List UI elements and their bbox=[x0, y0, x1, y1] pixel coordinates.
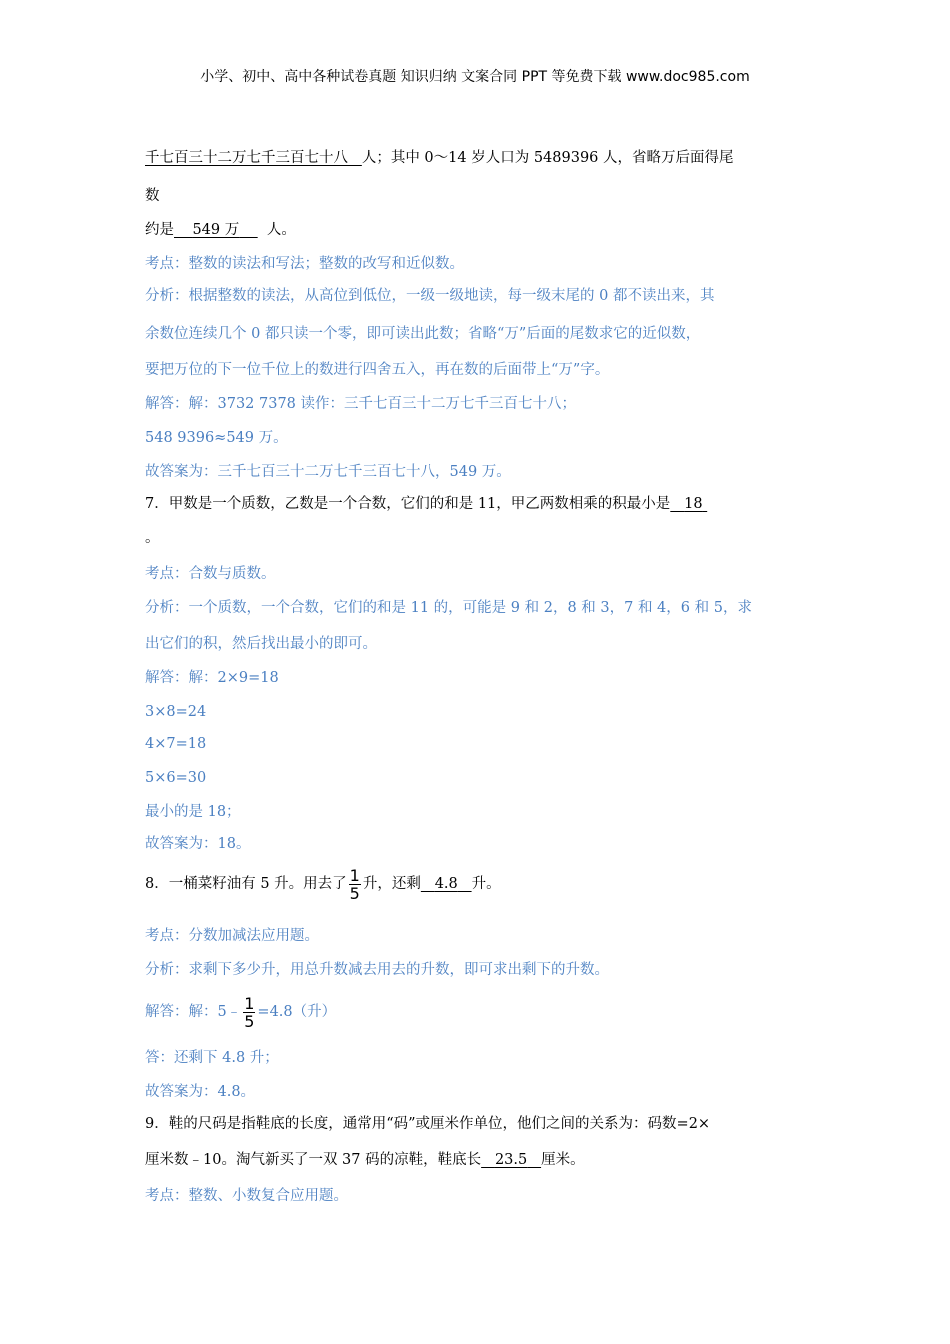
q7-calc-3: 5×6=30 bbox=[145, 770, 207, 786]
q6-fenxi-line3: 要把万位的下一位千位上的数进行四舍五入，再在数的后面带上“万”字。 bbox=[145, 362, 610, 378]
q6-line3-suffix: 人。 bbox=[266, 222, 296, 238]
q7-calc-2: 4×7=18 bbox=[145, 736, 207, 752]
page-header: 小学、初中、高中各种试卷真题 知识归纳 文案合同 PPT 等免费下载 www.doc985.com bbox=[200, 69, 750, 85]
q8-jieda-fraction-denominator: 5 bbox=[244, 1011, 255, 1031]
q7-answer-blank: 18 bbox=[684, 496, 703, 512]
q7-min: 最小的是 18； bbox=[145, 804, 241, 820]
q9-line2-prefix: 厘米数﹣10。淘气新买了一双 37 码的凉鞋，鞋底长 bbox=[145, 1152, 482, 1168]
q7-calc-1: 3×8=24 bbox=[145, 704, 207, 720]
q8-fraction bbox=[349, 867, 361, 902]
q8-fenxi: 分析：求剩下多少升，用总升数减去用去的升数，即可求出剩下的升数。 bbox=[145, 962, 609, 978]
q7-question-text: 7．甲数是一个质数，乙数是一个合数，它们的和是 11，甲乙两数相乘的积最小是 bbox=[145, 496, 671, 512]
q7-question bbox=[145, 494, 707, 514]
q9-line1: 9．鞋的尺码是指鞋底的长度，通常用“码”或厘米作单位，他们之间的关系为：码数=2× bbox=[145, 1116, 711, 1132]
q8-jieda-fraction-numerator: 1 bbox=[244, 993, 255, 1013]
q8-fraction-denominator: 5 bbox=[349, 883, 360, 903]
q6-line2: 数 bbox=[145, 188, 160, 204]
q8-kaodian: 考点：分数加减法应用题。 bbox=[145, 928, 319, 944]
q8-jieda bbox=[145, 992, 336, 1032]
q9-line2 bbox=[145, 1150, 585, 1170]
q8-jieda-fraction bbox=[243, 995, 255, 1030]
q7-fenxi-line2: 出它们的积，然后找出最小的即可。 bbox=[145, 636, 377, 652]
q6-line3-prefix: 约是 bbox=[145, 222, 174, 238]
q8-jieda-prefix: 解答：解：5﹣ bbox=[145, 1004, 242, 1020]
q8-prefix: 8．一桶菜籽油有 5 升。用去了 bbox=[145, 876, 347, 892]
q6-fenxi-line1: 分析：根据整数的读法，从高位到低位，一级一级地读，每一级末尾的 0 都不读出来，其 bbox=[145, 288, 715, 304]
q8-answer-blank: 4.8 bbox=[434, 876, 458, 892]
q8-suffix: 升。 bbox=[471, 876, 501, 892]
q7-kaodian: 考点：合数与质数。 bbox=[145, 566, 276, 582]
q6-answer-blank: 549 万 bbox=[192, 222, 240, 238]
q6-line3 bbox=[145, 220, 296, 240]
q6-line1-text: 人；其中 0～14 岁人口为 5489396 人，省略万后面得尾 bbox=[361, 150, 734, 166]
q6-jieda-line1: 解答：解：3732 7378 读作：三千七百三十二万七千三百七十八； bbox=[145, 396, 577, 412]
q7-jieda: 解答：解：2×9=18 bbox=[145, 670, 279, 686]
q8-jieda-suffix: =4.8（升） bbox=[257, 1004, 337, 1020]
q8-question bbox=[145, 864, 501, 904]
q6-line1 bbox=[145, 148, 734, 168]
q8-mid: 升，还剩 bbox=[362, 876, 421, 892]
q8-answer: 故答案为：4.8。 bbox=[145, 1084, 256, 1100]
q6-kaodian: 考点：整数的读法和写法；整数的改写和近似数。 bbox=[145, 256, 464, 272]
q8-fraction-numerator: 1 bbox=[349, 865, 360, 885]
q7-fenxi-line1: 分析：一个质数，一个合数，它们的和是 11 的，可能是 9 和 2，8 和 3，7 和 4，6 和 5，求 bbox=[145, 600, 752, 616]
q6-answer-blank-tail: 千七百三十二万七千三百七十八 bbox=[145, 150, 348, 166]
q9-kaodian: 考点：整数、小数复合应用题。 bbox=[145, 1188, 348, 1204]
q8-da: 答：还剩下 4.8 升； bbox=[145, 1050, 279, 1066]
q9-answer-blank: 23.5 bbox=[494, 1152, 528, 1168]
q9-line2-suffix: 厘米。 bbox=[541, 1152, 585, 1168]
q7-tail: 。 bbox=[145, 530, 160, 546]
q6-fenxi-line2: 余数位连续几个 0 都只读一个零，即可读出此数；省略“万”后面的尾数求它的近似数， bbox=[145, 326, 701, 342]
q7-answer: 故答案为：18。 bbox=[145, 836, 251, 852]
q6-jieda-line2: 548 9396≈549 万。 bbox=[145, 430, 288, 446]
q6-answer: 故答案为：三千七百三十二万七千三百七十八，549 万。 bbox=[145, 464, 511, 480]
